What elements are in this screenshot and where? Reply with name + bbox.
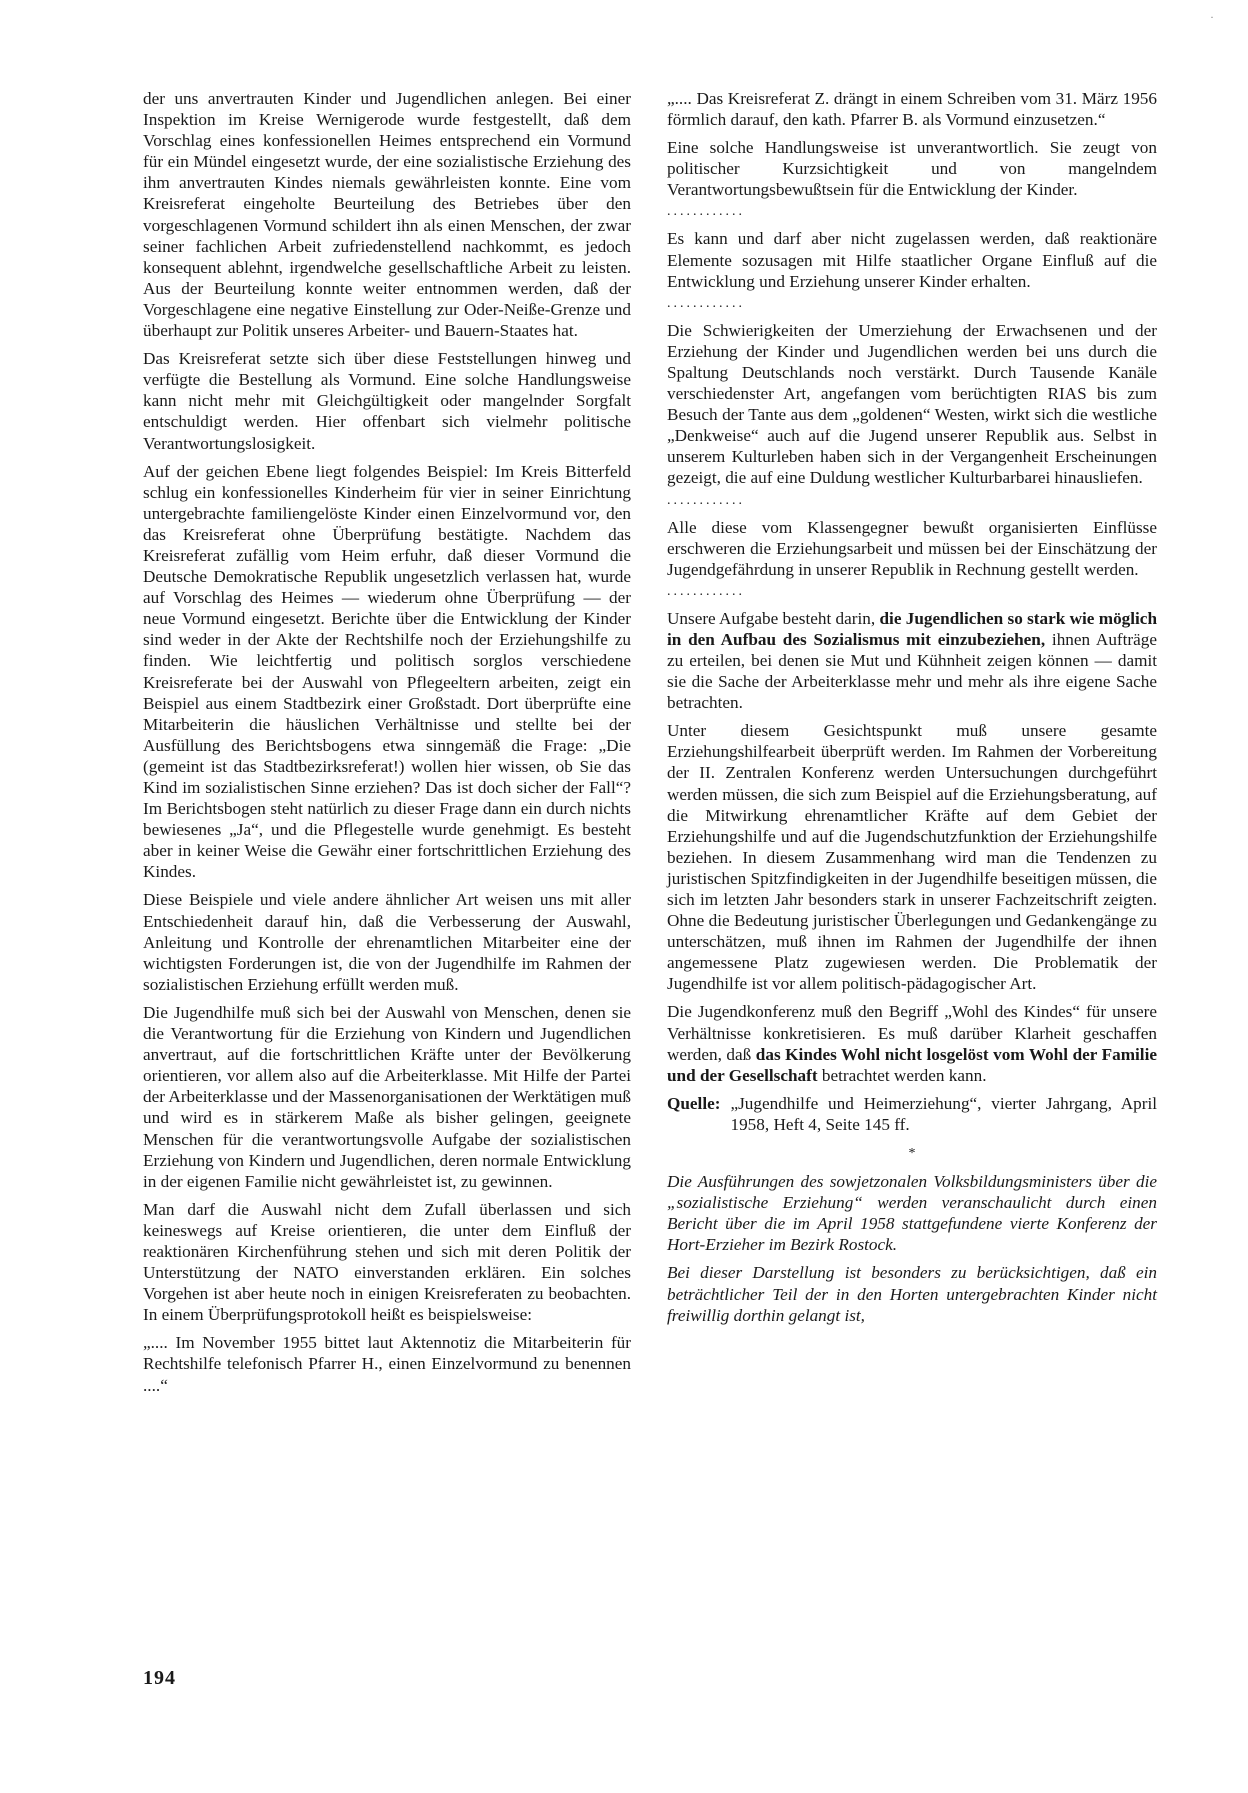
- paragraph: Auf der geichen Ebene liegt folgendes Beispiel: Im Kreis Bitterfeld schlug ein konfessionelles Kinderheim für vier in seiner Einrichtung untergebrachte familiengelöste Kinder einen Einzelvormund vor, den das Kreisreferat ohne Überprüfung bestätigte. Nachdem das Kreisreferat zufällig vom Heim erfuhr, daß dieser Vormund die Deutsche Demokratische Republik ungesetzlich verlassen hat, wurde auf Vorschlag des Heimes — wiederum ohne Überprüfung — der neue Vormund eingesetzt. Berichte über die Entwicklung der Kinder sind weder in der Akte der Rechtshilfe noch der Erziehungshilfe zu finden. Wie leichtfertig und politisch sorglos verschiedene Kreisreferate bei der Auswahl von Pflegeeltern arbeiten, zeigt ein Beispiel aus einem Stadtbezirk einer Großstadt. Dort überprüfte eine Mitarbeiterin die häuslichen Verhältnisse und stellte bei der Ausfüllung des Berichtsbogens etwa sinngemäß die Frage: „Die (gemeint ist das Stadtbezirksreferat!) wollen hier wissen, ob Sie das Kind im sozialistischen Sinne erziehen? Das ist doch sicher der Fall“? Im Berichtsbogen steht natürlich zu dieser Frage dann ein durch nichts bewiesenes „Ja“, und die Pflegestelle wurde genehmigt. Es besteht aber in keiner Weise die Gewähr einer fortschrittlichen Erziehung des Kindes.: [143, 461, 631, 882]
- bold-text: das Kindes Wohl nicht losgelöst vom Wohl der Familie und der Gesellschaft: [667, 1044, 1157, 1085]
- source-label: Quelle:: [667, 1093, 721, 1113]
- quotation: „.... Im November 1955 bittet laut Aktennotiz die Mitarbeiterin für Rechtshilfe telefonisch Pfarrer H., einen Einzelvormund zu benennen ....“: [143, 1333, 631, 1395]
- text-run: ihnen Aufträge zu erteilen, bei denen sie Mut und Kühnheit zeigen können — damit sie die Sache der Arbeiterklasse mehr und mehr als ihre eigene Sache betrachten.: [667, 629, 1157, 713]
- paragraph: Diese Beispiele und viele andere ähnlicher Art weisen uns mit aller Entschiedenheit darauf hin, daß die Verbesserung der Auswahl, Anleitung und Kontrolle der ehrenamtlichen Mitarbeiter eine der wichtigsten Forderungen ist, die von der Jugendhilfe im Rahmen der sozialistischen Erziehung erfüllt werden muß.: [143, 890, 631, 994]
- bold-text: die Jugendlichen so stark wie möglich in den Aufbau des Sozialismus mit einzubeziehen,: [667, 608, 1157, 649]
- text-run: Unsere Aufgabe besteht darin,: [667, 608, 880, 628]
- text-run: betrachtet werden kann.: [817, 1065, 987, 1085]
- corner-mark: ·: [1210, 10, 1214, 24]
- ellipsis-separator: ............: [667, 295, 745, 311]
- paragraph: Eine solche Handlungsweise ist unverantwortlich. Sie zeugt von politischer Kurzsichtigkeit und von mangelndem Verantwortungsbewußtsein für die Entwicklung der Kinder.: [667, 138, 1157, 200]
- paragraph: Man darf die Auswahl nicht dem Zufall überlassen und sich keineswegs auf Kreise orientieren, die unter dem Einfluß der reaktionären Kirchenführung stehen und sich mit deren Politik der Unterstützung der NATO einverstanden erklären. Ein solches Vorgehen ist aber heute noch in einigen Kreisreferaten zu beobachten. In einem Überprüfungsprotokoll heißt es beispielsweise:: [143, 1199, 631, 1325]
- text-run: Die Jugendkonferenz muß den Begriff „Wohl des Kindes“ für unsere Verhältnisse konkretisieren. Es muß darüber Klarheit geschaffen werden, daß: [667, 1002, 1157, 1064]
- paragraph: der uns anvertrauten Kinder und Jugendlichen anlegen. Bei einer Inspektion im Kreise Wernigerode wurde festgestellt, daß dem Vorschlag eines konfessionellen Heimes entsprechend ein Vormund für ein Mündel eingesetzt wurde, der eine sozialistische Erziehung des ihm anvertrauten Kindes niemals gewährleisten konnte. Eine vom Kreisreferat eingeholte Beurteilung des Betriebes über den vorgeschlagenen Vormund schildert ihn als einen Menschen, der zwar seiner fachlichen Arbeit zufriedenstellend nachkommt, es jedoch konsequent ablehnt, irgendwelche gesellschaftliche Arbeit zu leisten. Aus der Beurteilung konnte weiter entnommen werden, daß der Vorgeschlagene eine negative Einstellung zur Oder-Neiße-Grenze und überhaupt zur Politik unseres Arbeiter- und Bauern-Staates hat.: [143, 89, 631, 341]
- section-star: *: [908, 1146, 916, 1162]
- left-column: [143, 88, 631, 1403]
- source-citation: [667, 1093, 1157, 1135]
- source-text: „Jugendhilfe und Heimerziehung“, vierter Jahrgang, April 1958, Heft 4, Seite 145 ff.: [730, 1093, 1157, 1134]
- ellipsis-separator: ............: [667, 492, 745, 508]
- paragraph: Alle diese vom Klassengegner bewußt organisierten Einflüsse erschweren die Erziehungsarbeit und müssen bei der Einschätzung der Jugendgefährdung in unserer Republik in Rechnung gestellt werden.: [667, 517, 1157, 579]
- paragraph: Es kann und darf aber nicht zugelassen werden, daß reaktionäre Elemente sozusagen mit Hilfe staatlicher Organe Einfluß auf die Entwicklung und Erziehung unserer Kinder erhalten.: [667, 229, 1157, 291]
- page-number: 194: [143, 1667, 176, 1689]
- italic-paragraph: Bei dieser Darstellung ist besonders zu berücksichtigen, daß ein beträchtlicher Teil der in den Horten untergebrachten Kinder nicht freiwillig dorthin gelangt ist,: [667, 1263, 1157, 1325]
- quotation: „.... Das Kreisreferat Z. drängt in einem Schreiben vom 31. März 1956 förmlich darauf, den kath. Pfarrer B. als Vormund einzusetzen.“: [667, 89, 1157, 130]
- paragraph: [667, 608, 1157, 713]
- ellipsis-separator: ............: [667, 204, 745, 220]
- paragraph: Unter diesem Gesichtspunkt muß unsere gesamte Erziehungshilfearbeit überprüft werden. Im Rahmen der Vorbereitung der II. Zentralen Konferenz werden Untersuchungen durchgeführt werden müssen, die sich zum Beispiel auf die Erziehungsberatung, auf die Mitwirkung ehrenamtlicher Kräfte auf dem Gebiet der Erziehungshilfe und auf die Jugendschutzfunktion der Erziehungshilfe beziehen. In diesem Zusammenhang wird man die Tendenzen zu juristischen Spitzfindigkeiten in der Jugendhilfe beseitigen müssen, die sich im letzten Jahr besonders stark in unserer Fachzeitschrift zeigten. Ohne die Bedeutung juristischer Überlegungen und Gedankengänge zu unterschätzen, muß ihnen im Rahmen der Jugendhilfe der ihnen angemessene Platz zugewiesen werden. Die Problematik der Jugendhilfe ist vor allem politisch-pädagogischer Art.: [667, 721, 1157, 994]
- paragraph: [667, 1001, 1157, 1085]
- italic-paragraph: Die Ausführungen des sowjetzonalen Volksbildungsministers über die „sozialistische Erziehung“ werden veranschaulicht durch einen Bericht über die im April 1958 stattgefundene vierte Konferenz der Hort-Erzieher im Bezirk Rostock.: [667, 1172, 1157, 1255]
- paragraph: Die Jugendhilfe muß sich bei der Auswahl von Menschen, denen sie die Verantwortung für die Erziehung von Kindern und Jugendlichen anvertraut, auf die fortschrittlichen Kräfte unter der Bevölkerung orientieren, vor allem also auf die Arbeiterklasse. Mit Hilfe der Partei der Arbeiterklasse und der Massenorganisationen der Werktätigen muß und wird es in stärkerem Maße als bisher gelingen, geeignete Menschen für die verantwortungsvolle Aufgabe der sozialistischen Erziehung von Kindern und Jugendlichen, deren normale Entwicklung in der eigenen Familie nicht gewährleistet ist, zu gewinnen.: [143, 1002, 631, 1191]
- right-column: [667, 88, 1157, 1333]
- paragraph: Die Schwierigkeiten der Umerziehung der Erwachsenen und der Erziehung der Kinder und Jugendlichen werden bei uns durch die Spaltung Deutschlands noch verstärkt. Durch Tausende Kanäle verschiedenster Art, angefangen vom berüchtigten RIAS bis zum Besuch der Tante aus dem „goldenen“ Westen, wirkt sich die westliche „Denkweise“ auch auf die Jugend unserer Republik aus. Selbst in unserem Kulturleben haben sich in der Vergangenheit Erscheinungen gezeigt, die auf eine Duldung westlicher Kulturbarbarei hinausliefen.: [667, 320, 1157, 488]
- ellipsis-separator: ............: [667, 583, 745, 599]
- paragraph: Das Kreisreferat setzte sich über diese Feststellungen hinweg und verfügte die Bestellung als Vormund. Eine solche Handlungsweise kann nicht mehr mit Gleichgültigkeit oder mangelnder Sorgfalt entschuldigt werden. Hier offenbart sich vielmehr politische Verantwortungslosigkeit.: [143, 349, 631, 453]
